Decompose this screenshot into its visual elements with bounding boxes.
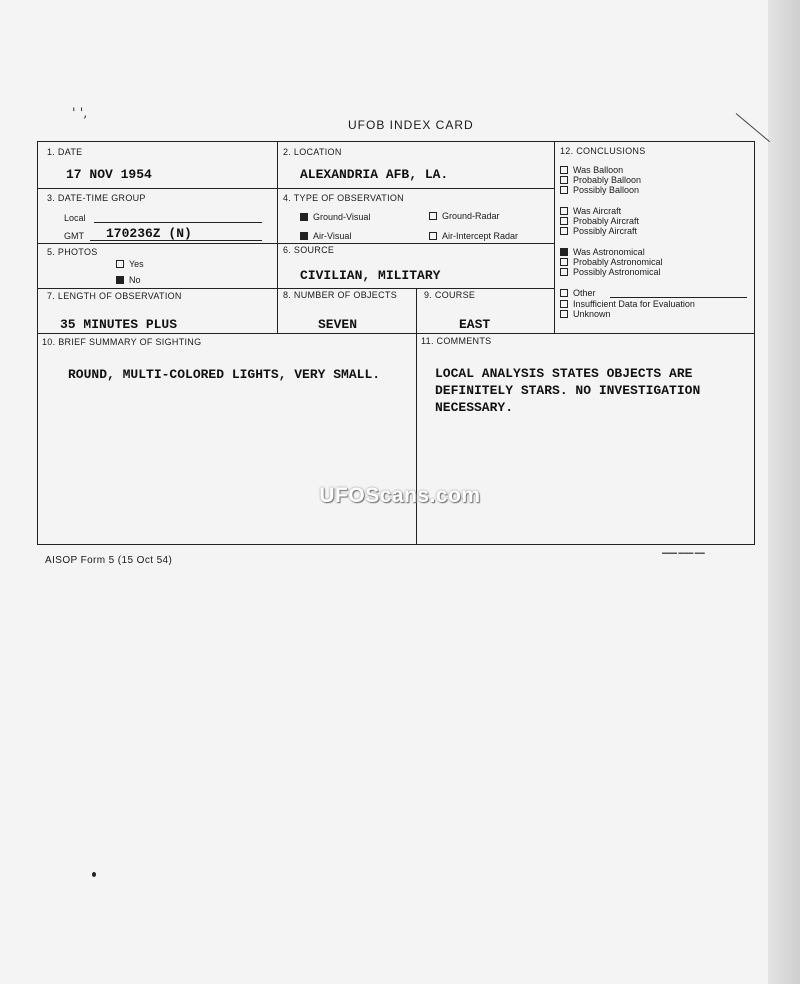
gmt-label: GMT bbox=[64, 231, 84, 241]
checked-box-icon bbox=[300, 232, 308, 240]
empty-box-icon bbox=[560, 258, 568, 266]
source-label: 6. SOURCE bbox=[283, 245, 335, 255]
checkbox-air-visual[interactable]: Air-Visual bbox=[300, 231, 351, 241]
divider bbox=[277, 142, 278, 333]
empty-box-icon bbox=[560, 176, 568, 184]
comments-line-2: DEFINITELY STARS. NO INVESTIGATION bbox=[435, 383, 701, 398]
location-label: 2. LOCATION bbox=[283, 147, 342, 157]
local-label: Local bbox=[64, 213, 86, 223]
checked-box-icon bbox=[560, 248, 568, 256]
photos-label: 5. PHOTOS bbox=[47, 247, 98, 257]
empty-box-icon bbox=[560, 166, 568, 174]
number-value: SEVEN bbox=[318, 317, 358, 332]
checked-box-icon bbox=[300, 213, 308, 221]
checkbox-probably-balloon[interactable]: Probably Balloon bbox=[560, 175, 641, 185]
watermark: UFOScans.com bbox=[319, 484, 481, 507]
checked-box-icon bbox=[116, 276, 124, 284]
empty-box-icon bbox=[560, 217, 568, 225]
course-label: 9. COURSE bbox=[424, 290, 476, 300]
empty-box-icon bbox=[560, 300, 568, 308]
checkbox-was-balloon[interactable]: Was Balloon bbox=[560, 165, 623, 175]
source-value: CIVILIAN, MILITARY bbox=[300, 268, 441, 283]
summary-label: 10. BRIEF SUMMARY OF SIGHTING bbox=[42, 337, 202, 347]
date-label: 1. DATE bbox=[47, 147, 83, 157]
checkbox-ground-radar[interactable]: Ground-Radar bbox=[429, 211, 500, 221]
checkbox-was-aircraft[interactable]: Was Aircraft bbox=[560, 206, 621, 216]
pen-stroke bbox=[736, 113, 770, 142]
checkbox-possibly-astronomical[interactable]: Possibly Astronomical bbox=[560, 267, 661, 277]
number-label: 8. NUMBER OF OBJECTS bbox=[283, 290, 398, 300]
comments-line-3: NECESSARY. bbox=[435, 400, 514, 415]
handwritten-mark: ' ', bbox=[72, 106, 88, 121]
course-value: EAST bbox=[459, 317, 491, 332]
date-value: 17 NOV 1954 bbox=[66, 167, 152, 182]
length-value: 35 MINUTES PLUS bbox=[60, 317, 178, 332]
empty-box-icon bbox=[429, 212, 437, 220]
checkbox-insufficient-data[interactable]: Insufficient Data for Evaluation bbox=[560, 299, 695, 309]
checkbox-ground-visual[interactable]: Ground-Visual bbox=[300, 212, 370, 222]
gmt-value: 170236Z (N) bbox=[106, 226, 192, 241]
empty-box-icon bbox=[560, 207, 568, 215]
observation-type-label: 4. TYPE OF OBSERVATION bbox=[283, 193, 404, 203]
other-line bbox=[610, 297, 747, 298]
empty-box-icon bbox=[429, 232, 437, 240]
comments-label: 11. COMMENTS bbox=[421, 336, 492, 346]
divider bbox=[38, 243, 554, 244]
divider bbox=[554, 142, 555, 333]
comments-line-1: LOCAL ANALYSIS STATES OBJECTS ARE bbox=[435, 366, 693, 381]
empty-box-icon bbox=[560, 227, 568, 235]
local-line bbox=[94, 222, 262, 223]
checkbox-probably-aircraft[interactable]: Probably Aircraft bbox=[560, 216, 639, 226]
empty-box-icon bbox=[116, 260, 124, 268]
datetime-group-label: 3. DATE-TIME GROUP bbox=[47, 193, 146, 203]
checkbox-possibly-balloon[interactable]: Possibly Balloon bbox=[560, 185, 639, 195]
empty-box-icon bbox=[560, 268, 568, 276]
divider bbox=[38, 188, 277, 189]
printer-mark: ▬▬▬ ▬▬▬ ▬▬ bbox=[662, 550, 705, 556]
checkbox-was-astronomical[interactable]: Was Astronomical bbox=[560, 247, 645, 257]
conclusions-label: 12. CONCLUSIONS bbox=[560, 146, 646, 156]
empty-box-icon bbox=[560, 186, 568, 194]
summary-value: ROUND, MULTI-COLORED LIGHTS, VERY SMALL. bbox=[68, 367, 381, 382]
location-value: ALEXANDRIA AFB, LA. bbox=[300, 167, 449, 182]
checkbox-possibly-aircraft[interactable]: Possibly Aircraft bbox=[560, 226, 637, 236]
empty-box-icon bbox=[560, 310, 568, 318]
checkbox-other[interactable]: Other bbox=[560, 288, 596, 298]
card-title: UFOB INDEX CARD bbox=[348, 118, 474, 132]
checkbox-air-intercept-radar[interactable]: Air-Intercept Radar bbox=[429, 231, 518, 241]
form-identifier: AISOP Form 5 (15 Oct 54) bbox=[45, 555, 173, 566]
empty-box-icon bbox=[560, 289, 568, 297]
divider bbox=[38, 333, 754, 334]
length-label: 7. LENGTH OF OBSERVATION bbox=[47, 291, 182, 301]
divider bbox=[38, 288, 554, 289]
checkbox-photos-no[interactable]: No bbox=[116, 275, 141, 285]
checkbox-unknown[interactable]: Unknown bbox=[560, 309, 611, 319]
ink-speck bbox=[92, 872, 96, 877]
checkbox-probably-astronomical[interactable]: Probably Astronomical bbox=[560, 257, 663, 267]
checkbox-photos-yes[interactable]: Yes bbox=[116, 259, 144, 269]
divider bbox=[277, 188, 554, 189]
